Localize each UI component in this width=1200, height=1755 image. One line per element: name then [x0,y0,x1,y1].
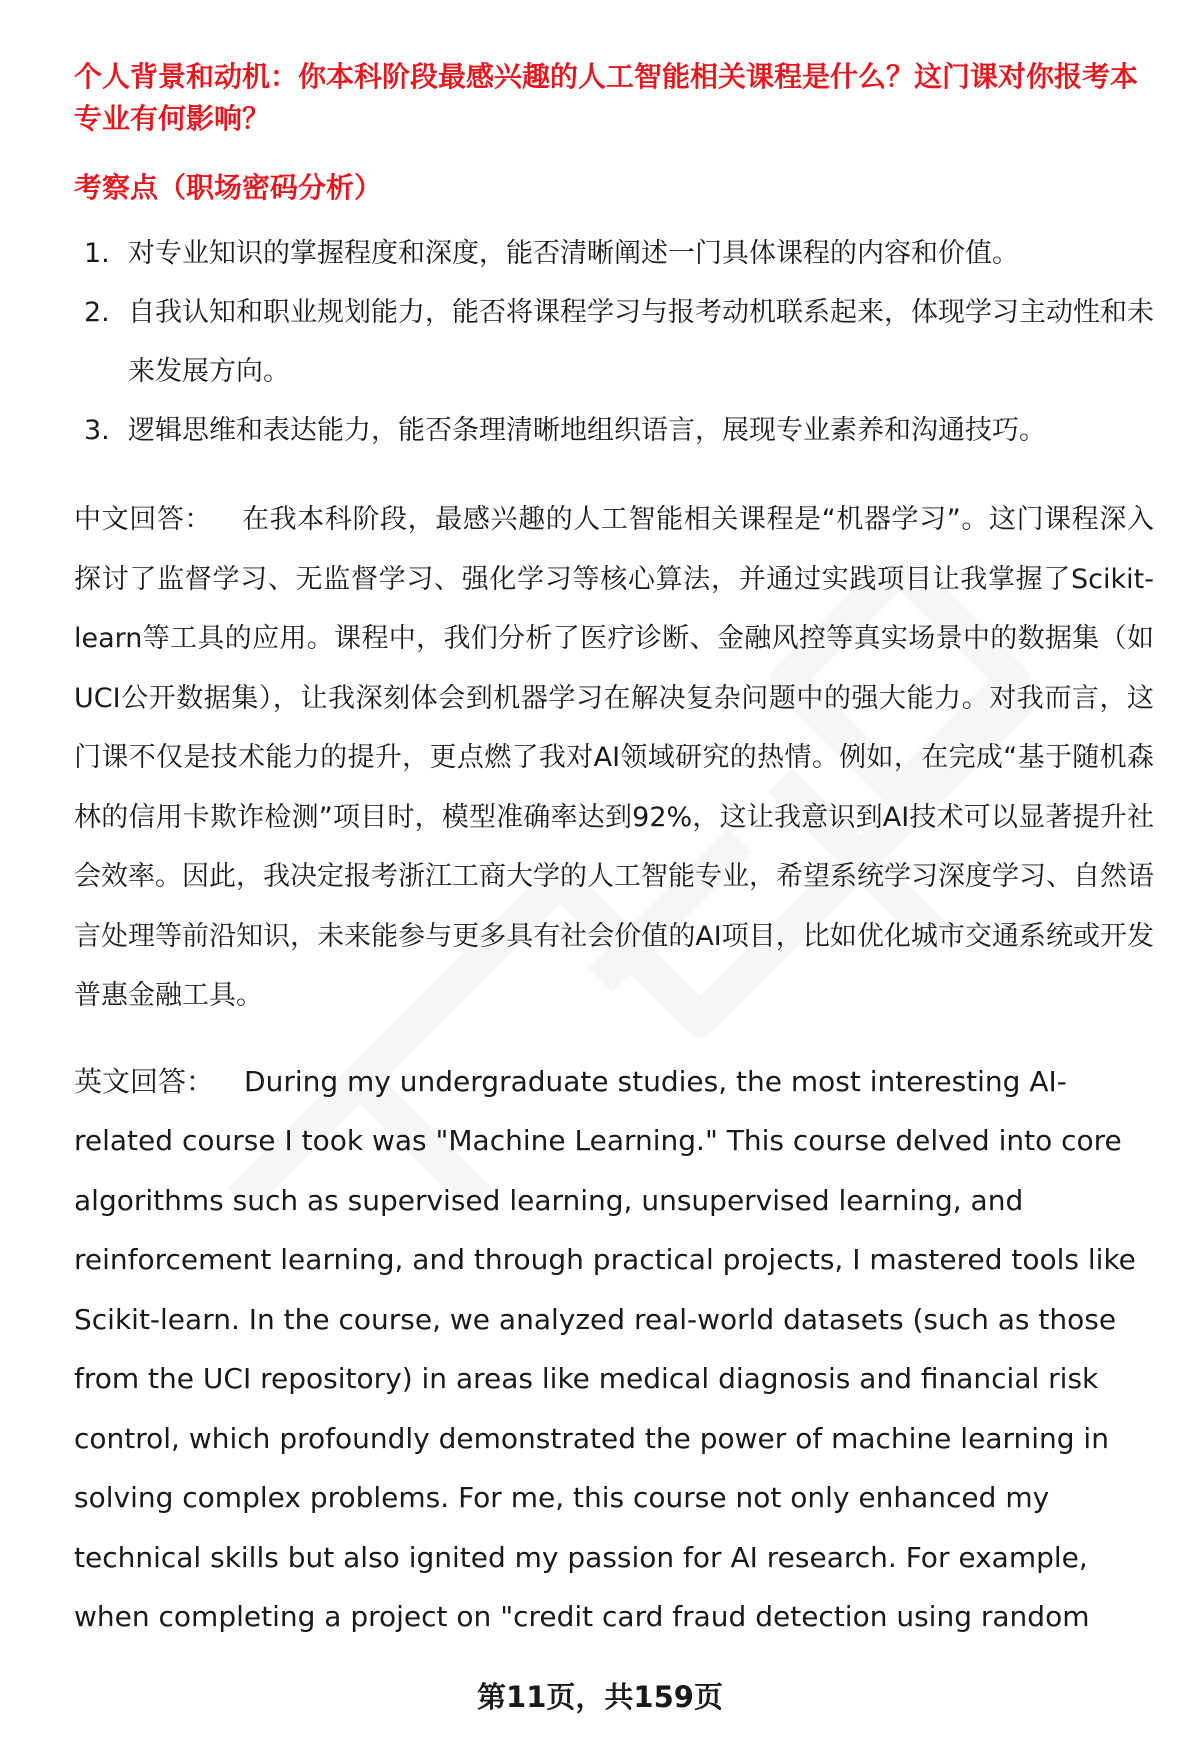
list-item [74,283,1154,401]
question-heading: 个人背景和动机：你本科阶段最感兴趣的人工智能相关课程是什么？这门课对你报考本专业有何影响？ [74,60,1139,135]
chinese-answer-text: 在我本科阶段，最感兴趣的人工智能相关课程是“机器学习”。这门课程深入探讨了监督学习、无监督学习、强化学习等核心算法，并通过实践项目让我掌握了Scikit-learn等工具的应用。课程中，我们分析了医疗诊断、金融风控等真实场景中的数据集（如UCI公开数据集），让我深刻体会到机器学习在解决复杂问题中的强大能力。对我而言，这门课不仅是技术能力的提升，更点燃了我对AI领域研究的热情。例如，在完成“基于随机森林的信用卡欺诈检测”项目时，模型准确率达到92%，这让我意识到AI技术可以显著提升社会效率。因此，我决定报考浙江工商大学的人工智能专业，希望系统学习深度学习、自然语言处理等前沿知识，未来能参与更多具有社会价值的AI项目，比如优化城市交通系统或开发普惠金融工具。 [74,504,1154,1011]
chinese-answer-label: 中文回答： [74,504,213,535]
list-item-text: 对专业知识的掌握程度和深度，能否清晰阐述一门具体课程的内容和价值。 [128,238,1019,269]
list-item-number: 3. [84,415,110,446]
chinese-answer [74,490,1154,1026]
assessment-points-heading: 考察点（职场密码分析） [74,171,383,204]
list-item [74,401,1154,460]
list-item-number: 2. [84,297,110,328]
list-item [74,224,1154,283]
english-answer-label: 英文回答： [74,1064,215,1098]
english-answer [74,1052,1154,1647]
english-answer-text: During my undergraduate studies, the most interesting AI-related course I took was "Machine Learning." This course delved into core algorithms such as supervised learning, unsupervised learning, and reinforcement learning, and through practical projects, I mastered tools like Scikit-learn. In the course, we analyzed real-world datasets (such as those from the UCI repository) in areas like medical diagnosis and financial risk control, which profoundly demonstrated the power of machine learning in solving complex problems. For me, this course not only enhanced my technical skills but also ignited my passion for AI research. For example, when completing a project on "credit card fraud detection using random [74,1064,1136,1633]
assessment-points-list [74,224,1154,460]
document-body [74,56,1154,1673]
page-number-footer: 第11页，共159页 [477,1680,723,1714]
list-item-text: 逻辑思维和表达能力，能否条理清晰地组织语言，展现专业素养和沟通技巧。 [128,415,1046,446]
list-item-text: 自我认知和职业规划能力，能否将课程学习与报考动机联系起来，体现学习主动性和未来发展方向。 [128,297,1154,387]
list-item-number: 1. [84,238,110,269]
